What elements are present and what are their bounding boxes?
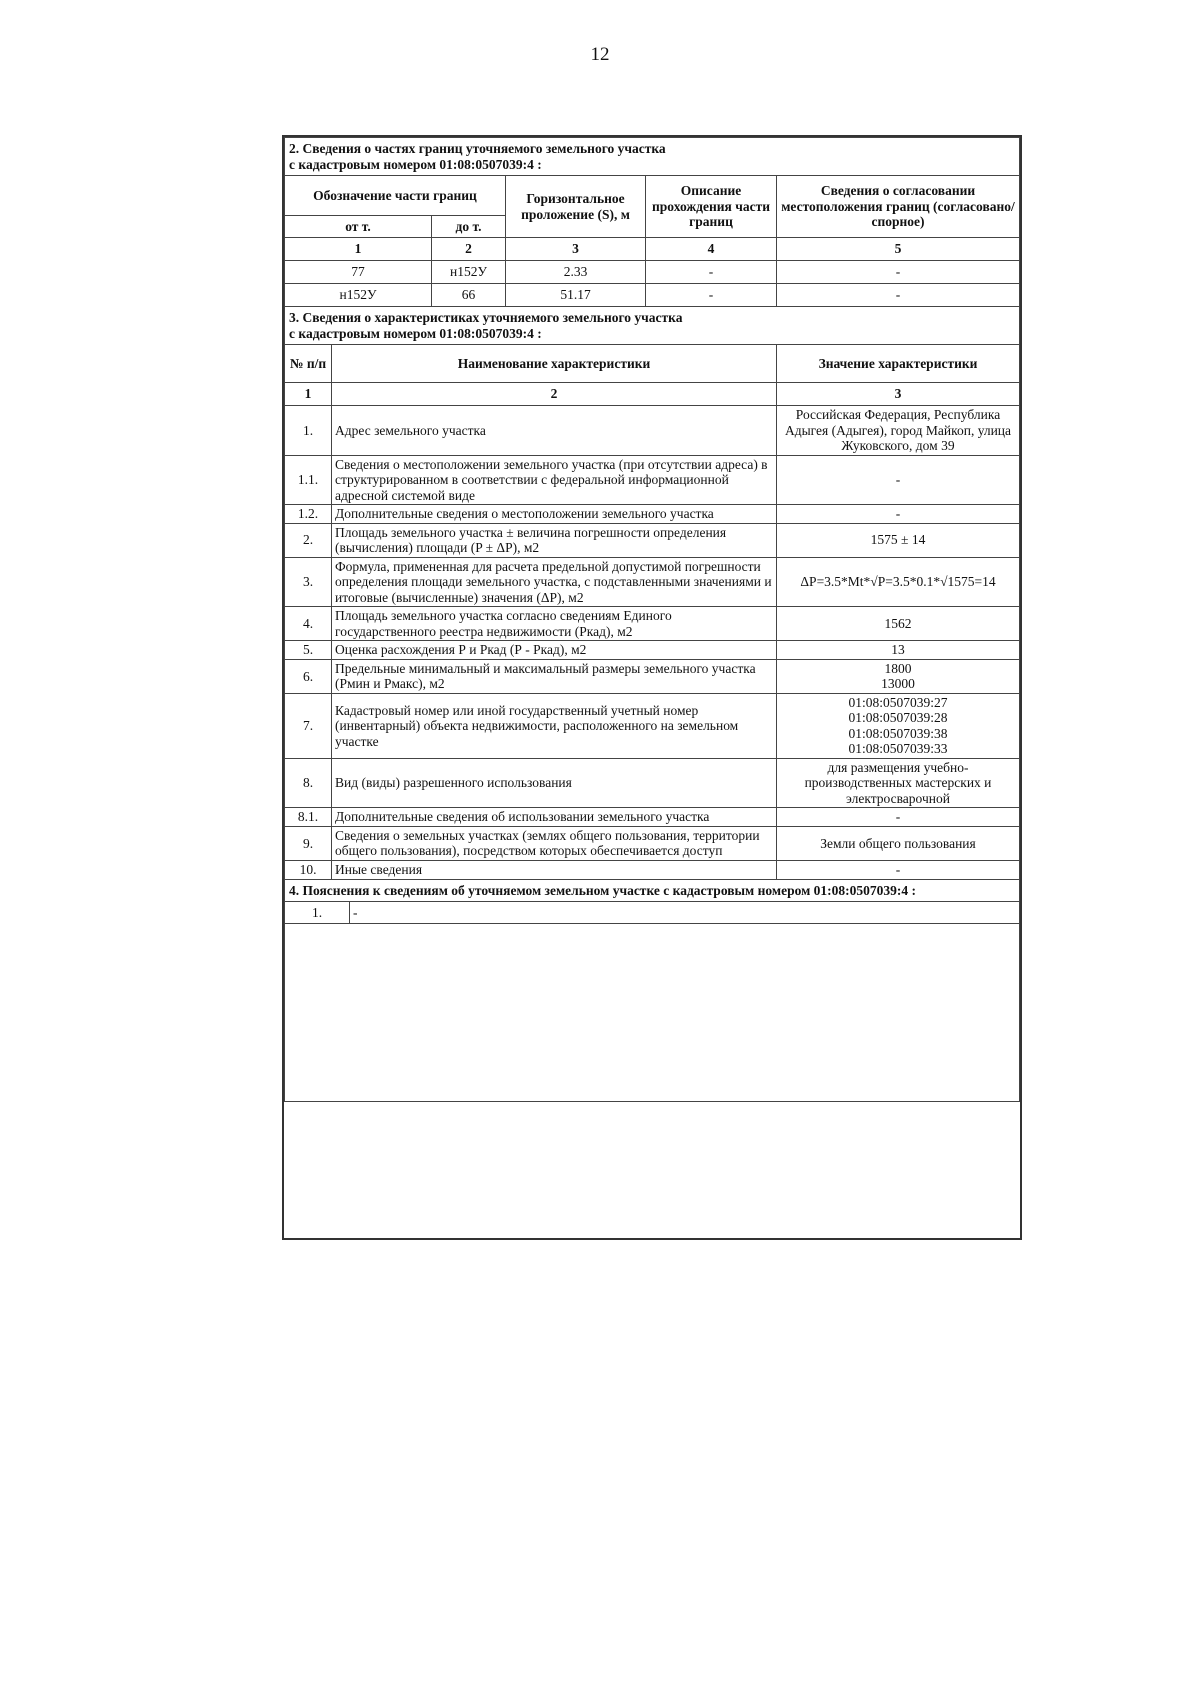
row-number: 3. [285,557,332,607]
table-row [285,659,1020,693]
header-value: Значение характеристики [777,345,1020,383]
section2-table [284,137,1020,307]
characteristic-name: Оценка расхождения Р и Ркад (Р - Ркад), м2 [332,641,777,660]
table-row [285,758,1020,808]
col-number: 2 [432,238,506,261]
table-row: 77 н152У 2.33 - - [285,261,1020,284]
table-row [285,641,1020,660]
row-number: 5. [285,641,332,660]
header-agreement: Сведения о согласовании местоположения границ (согласовано/спорное) [777,176,1020,238]
characteristic-value [777,641,1020,660]
characteristic-value [777,758,1020,808]
table-row [285,607,1020,641]
col-number: 3 [506,238,646,261]
value-line: - [895,861,901,877]
value-line: Земли общего пользования [820,835,976,851]
row-number: 8.1. [285,808,332,827]
header-no: № п/п [285,345,332,383]
value-line: 01:08:0507039:28 [848,710,948,726]
value-line: 1575 ± 14 [870,532,926,548]
characteristic-name: Иные сведения [332,860,777,879]
table-row [285,693,1020,758]
col-number: 5 [777,238,1020,261]
characteristic-value [777,523,1020,557]
col-number: 1 [285,383,332,406]
row-number: 1. [285,406,332,456]
section3-table [284,306,1020,879]
header-horizontal: Горизонтальное проложение (S), м [506,176,646,238]
value-line: - [895,809,901,825]
col-number: 3 [777,383,1020,406]
value-line: для размещения учебно-производственных мастерских и электросварочной [804,759,992,806]
header-part-designation: Обозначение части границ [285,176,506,216]
table-row [285,455,1020,505]
table-row [285,523,1020,557]
col-number: 2 [332,383,777,406]
characteristic-name: Предельные минимальный и максимальный размеры земельного участка (Рмин и Рмакс), м2 [332,659,777,693]
table-row [285,557,1020,607]
value-line: Российская Федерация, Республика Адыгея (Адыгея), город Майкоп, улица Жуковского, дом 39 [784,407,1012,454]
page-number: 12 [590,44,610,65]
characteristic-name: Формула, примененная для расчета предельной допустимой погрешности определения площади земельного участка, с подставленными значениями и итоговые (вычисленные) значения (ΔP), м2 [332,557,777,607]
table-row [285,406,1020,456]
characteristic-name: Дополнительные сведения о местоположении земельного участка [332,505,777,524]
characteristic-value [777,808,1020,827]
characteristic-value [777,607,1020,641]
value-line: 01:08:0507039:27 [848,694,948,710]
table-row [285,808,1020,827]
section4-title: 4. Пояснения к сведениям об уточняемом земельном участке с кадастровым номером 01:08:0507039:4 : [285,879,1020,902]
value-line: - [895,506,901,522]
row-number: 4. [285,607,332,641]
value-line: 01:08:0507039:38 [848,725,948,741]
section3-body [285,406,1020,879]
header-from: от т. [285,216,432,238]
characteristic-name: Кадастровый номер или иной государственный учетный номер (инвентарный) объекта недвижимости, расположенного на земельном участке [332,693,777,758]
header-name: Наименование характеристики [332,345,777,383]
row-number: 2. [285,523,332,557]
section4-table [284,879,1020,1103]
notes-blank-area [285,924,1020,1102]
col-number: 1 [285,238,432,261]
characteristic-value [777,505,1020,524]
table-row: н152У 66 51.17 - - [285,284,1020,307]
value-line: 1800 [884,660,912,676]
row-number: 1.2. [285,505,332,524]
row-number: 8. [285,758,332,808]
document-frame [282,135,1022,1240]
col-number: 4 [646,238,777,261]
characteristic-value [777,860,1020,879]
characteristic-name: Сведения о земельных участках (землях общего пользования, территории общего пользования), посредством которых обеспечивается доступ [332,826,777,860]
value-line: 13 [891,642,905,658]
table-row [285,826,1020,860]
characteristic-name: Сведения о местоположении земельного участка (при отсутствии адреса) в структурированном в соответствии с федеральной информационной адресной системой виде [332,455,777,505]
value-line: ΔP=3.5*Mt*√P=3.5*0.1*√1575=14 [800,574,996,590]
row-number: 7. [285,693,332,758]
characteristic-name: Площадь земельного участка ± величина погрешности определения (вычисления) площади (P ± ΔP), м2 [332,523,777,557]
table-row [285,505,1020,524]
row-number: 1.1. [285,455,332,505]
row-number: 9. [285,826,332,860]
row-number: 6. [285,659,332,693]
header-to: до т. [432,216,506,238]
characteristic-value [777,557,1020,607]
table-row: 1. - [285,902,1020,924]
row-number: 10. [285,860,332,879]
characteristic-name: Вид (виды) разрешенного использования [332,758,777,808]
characteristic-value [777,659,1020,693]
characteristic-value [777,693,1020,758]
section3-title: 3. Сведения о характеристиках уточняемого земельного участка с кадастровым номером 01:08:0507039:4 : [285,307,1020,345]
section2-title: 2. Сведения о частях границ уточняемого земельного участка с кадастровым номером 01:08:0507039:4 : [285,138,1020,176]
characteristic-name: Адрес земельного участка [332,406,777,456]
value-line: 1562 [884,616,912,631]
characteristic-value [777,406,1020,456]
characteristic-name: Площадь земельного участка согласно сведениям Единого государственного реестра недвижимости (Ркад), м2 [332,607,777,641]
value-line: - [895,472,901,488]
value-line: 01:08:0507039:33 [848,741,948,757]
value-line: 13000 [881,676,915,692]
characteristic-value [777,826,1020,860]
table-row [285,860,1020,879]
characteristic-name: Дополнительные сведения об использовании земельного участка [332,808,777,827]
characteristic-value [777,455,1020,505]
header-description: Описание прохождения части границ [646,176,777,238]
